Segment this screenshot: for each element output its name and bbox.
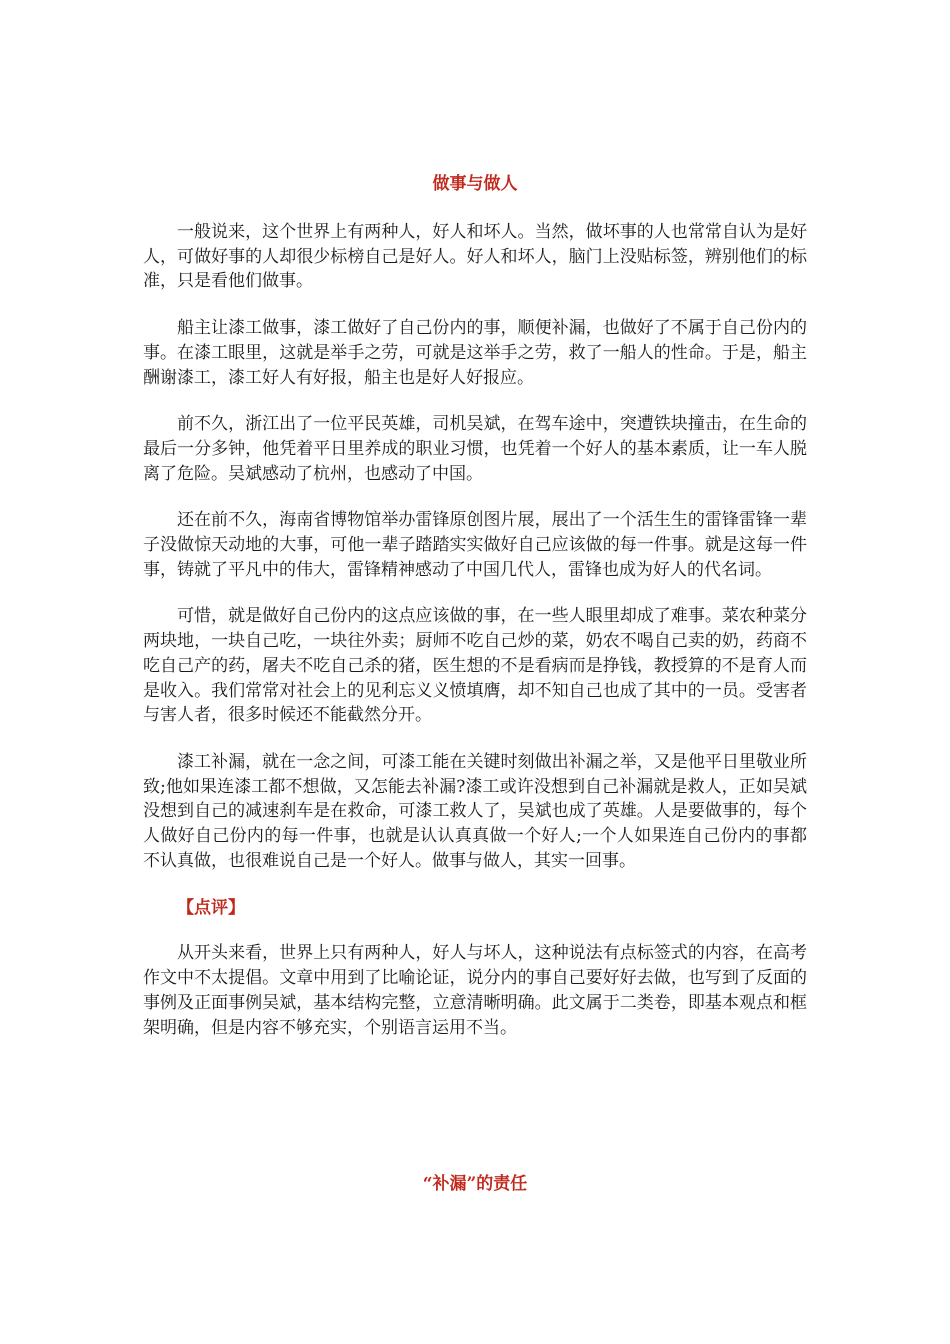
article-paragraph-1: 一般说来，这个世界上有两种人，好人和坏人。当然，做坏事的人也常常自认为是好人，可做好事的人却很少标榜自己是好人。好人和坏人，脑门上没贴标签，辨别他们的标准，只是看他们做事。	[143, 222, 807, 292]
document-content	[143, 170, 807, 1194]
article-paragraph-3: 前不久，浙江出了一位平民英雄，司机吴斌，在驾车途中，突遭铁块撞击，在生命的最后一分多钟，他凭着平日里养成的职业习惯，也凭着一个好人的基本素质，让一车人脱离了危险。吴斌感动了杭州，也感动了中国。	[143, 414, 807, 484]
comment-label: 【点评】	[177, 898, 245, 919]
article-paragraph-6: 漆工补漏，就在一念之间，可漆工能在关键时刻做出补漏之举，又是他平日里敬业所致;他如果连漆工都不想做，又怎能去补漏?漆工或许没想到自己补漏就是救人，正如吴斌没想到自己的减速刹车是在救命，可漆工救人了，吴斌也成了英雄。人是要做事的，每个人做好自己份内的每一件事，也就是认认真真做一个好人;一个人如果连自己份内的事都不认真做，也很难说自己是一个好人。做事与做人，其实一回事。	[143, 751, 807, 871]
article-title: 做事与做人	[432, 174, 518, 194]
comment-text: 从开头来看，世界上只有两种人，好人与坏人，这种说法有点标签式的内容，在高考作文中不太提倡。文章中用到了比喻论证，说分内的事自己要好好去做，也写到了反面的事例及正面事例吴斌，基本结构完整，立意清晰明确。此文属于二类卷，即基本观点和框架明确，但是内容不够充实，个别语言运用不当。	[143, 943, 807, 1038]
article-paragraph-2: 船主让漆工做事，漆工做好了自己份内的事，顺便补漏，也做好了不属于自己份内的事。在漆工眼里，这就是举手之劳，可就是这举手之劳，救了一船人的性命。于是，船主酬谢漆工，漆工好人有好报，船主也是好人好报应。	[143, 318, 807, 388]
article-paragraph-5: 可惜，就是做好自己份内的这点应该做的事，在一些人眼里却成了难事。菜农种菜分两块地，一块自己吃，一块往外卖；厨师不吃自己炒的菜，奶农不喝自己卖的奶，药商不吃自己产的药，屠夫不吃自己杀的猪，医生想的不是看病而是挣钱，教授算的不是育人而是收入。我们常常对社会上的见利忘义义愤填膺，却不知自己也成了其中的一员。受害者与害人者，很多时候还不能截然分开。	[143, 606, 807, 726]
next-article-title: “补漏”的责任	[422, 1174, 528, 1194]
article-paragraph-4: 还在前不久，海南省博物馆举办雷锋原创图片展，展出了一个活生生的雷锋雷锋一辈子没做惊天动地的大事，可他一辈子踏踏实实做好自己应该做的每一件事。就是这每一件事，铸就了平凡中的伟大，雷锋精神感动了中国几代人，雷锋也成为好人的代名词。	[143, 510, 807, 580]
